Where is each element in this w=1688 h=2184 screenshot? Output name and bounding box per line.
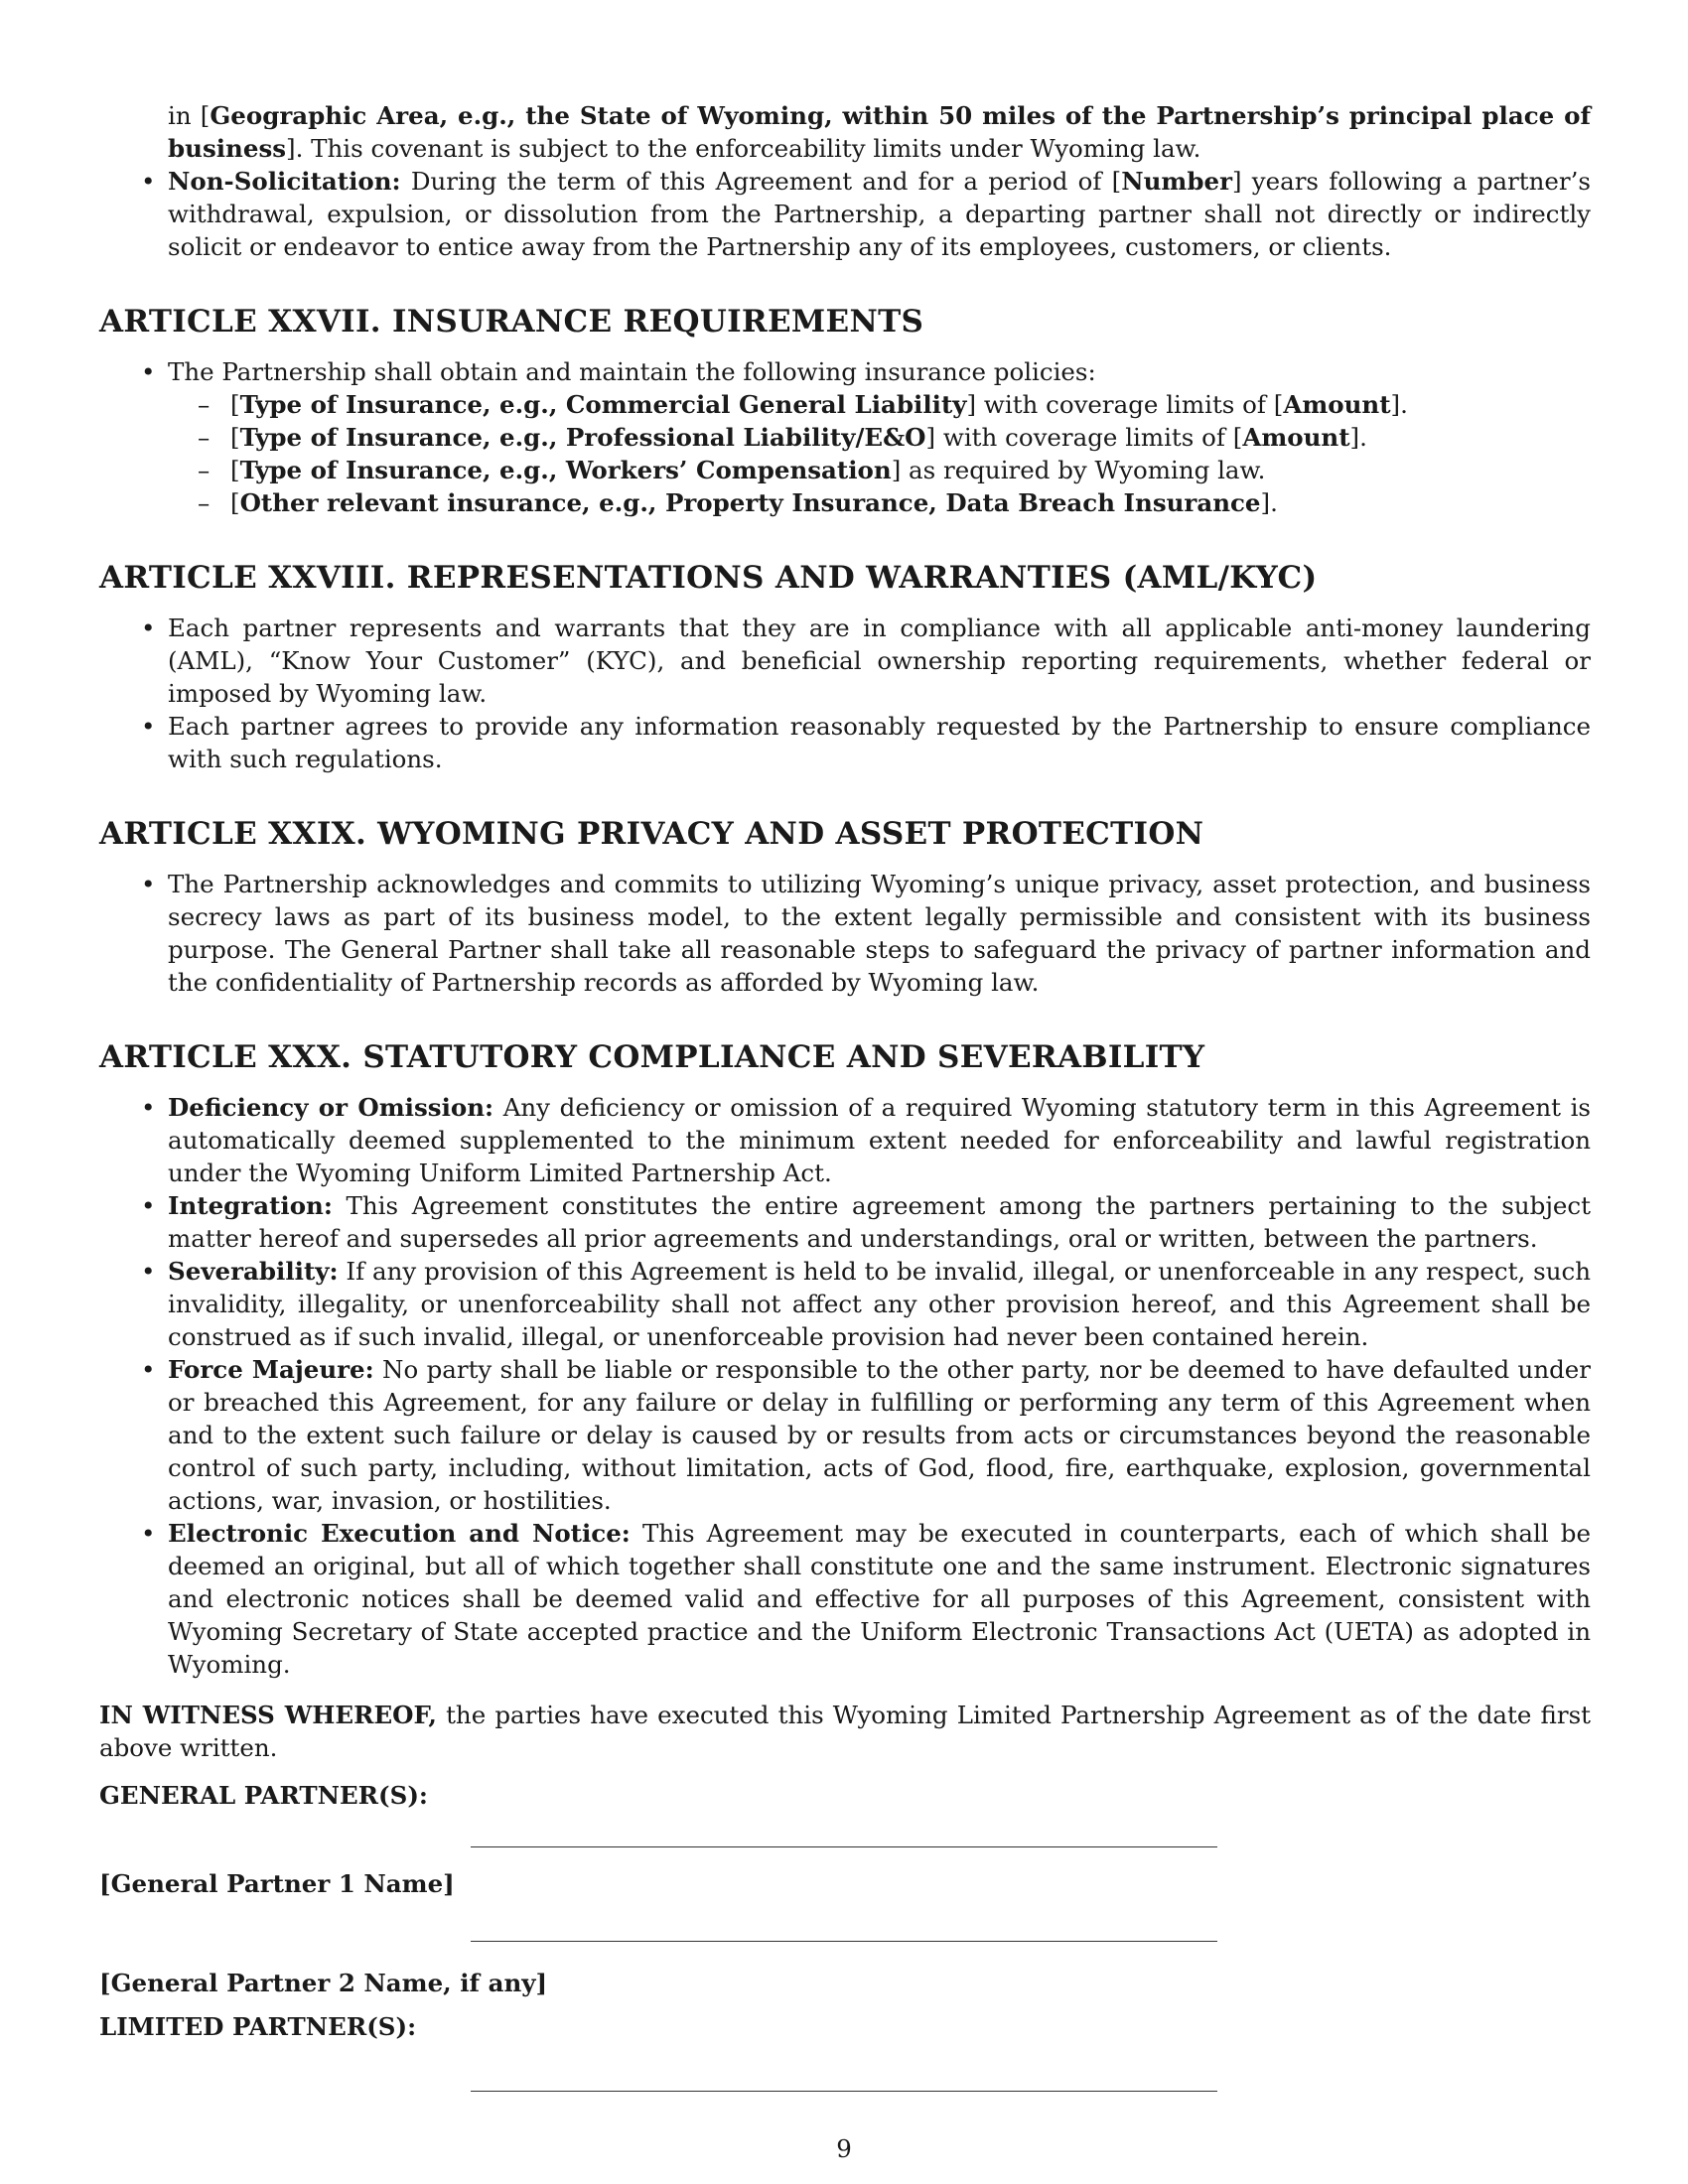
signature-block-gp1 <box>99 1812 1591 1911</box>
general-partner-1-name: [General Partner 1 Name] <box>99 1869 455 1898</box>
insurance-item: – [Other relevant insurance, e.g., Property Insurance, Data Breach Insurance]. <box>168 486 1591 519</box>
insurance-list <box>99 355 1591 519</box>
signature-block-lp <box>99 2043 1591 2103</box>
signature-line <box>471 1941 1217 1942</box>
geographic-area-continuation: in [Geographic Area, e.g., the State of Wyoming, within 50 miles of the Partnership’s principal place of business]. This covenant is subject to the enforceability limits under Wyoming law. <box>168 101 1591 163</box>
list-item: • Each partner agrees to provide any information reasonably requested by the Partnership to ensure compliance with such regulations. <box>99 710 1591 775</box>
insurance-item: – [Type of Insurance, e.g., Workers’ Compensation] as required by Wyoming law. <box>168 454 1591 486</box>
statutory-compliance-list <box>99 1091 1591 1681</box>
insurance-policy-list <box>168 388 1591 519</box>
article-28-heading: ARTICLE XXVIII. REPRESENTATIONS AND WARRANTIES (AML/KYC) <box>99 560 1318 596</box>
non-solicitation-clause: • Non-Solicitation: During the term of this Agreement and for a period of [Number] years following a partner’s withdrawal, expulsion, or dissolution from the Partnership, a departing partner shall not directly or indirectly solicit or endeavor to entice away from the Partnership any of its employees, customers, or clients. <box>99 165 1591 263</box>
number-placeholder: Number <box>1121 167 1232 196</box>
general-partner-2-name: [General Partner 2 Name, if any] <box>99 1969 548 1997</box>
list-item: • Force Majeure: No party shall be liable or responsible to the other party, nor be deemed to have defaulted under or breached this Agreement, for any failure or delay in fulfilling or performing any term of this Agreement when and to the extent such failure or delay is caused by or results from acts or circumstances beyond the reasonable control of such party, including, without limitation, acts of God, flood, fire, earthquake, explosion, governmental actions, war, invasion, or hostilities. <box>99 1353 1591 1517</box>
signature-line <box>471 2091 1217 2092</box>
insurance-item: – [Type of Insurance, e.g., Commercial General Liability] with coverage limits of [Amount]. <box>168 388 1591 421</box>
signature-block-gp2 <box>99 1911 1591 2010</box>
page-number: 9 <box>836 2134 852 2163</box>
list-item: • Integration: This Agreement constitutes the entire agreement among the partners pertaining to the subject matter hereof and supersedes all prior agreements and understandings, oral or written, between the partners. <box>99 1189 1591 1255</box>
aml-kyc-list <box>99 612 1591 775</box>
list-item: • Each partner represents and warrants that they are in compliance with all applicable anti-money laundering (AML), “Know Your Customer” (KYC), and beneficial ownership reporting requirements, whether federal or imposed by Wyoming law. <box>99 612 1591 710</box>
list-item: • Electronic Execution and Notice: This Agreement may be executed in counterparts, each of which shall be deemed an original, but all of which together shall constitute one and the same instrument. Electronic signatures and electronic notices shall be deemed valid and effective for all purposes of this Agreement, consistent with Wyoming Secretary of State accepted practice and the Uniform Electronic Transactions Act (UETA) as adopted in Wyoming. <box>99 1517 1591 1681</box>
list-item: • Deficiency or Omission: Any deficiency or omission of a required Wyoming statutory term in this Agreement is automatically deemed supplemented to the minimum extent needed for enforceability and lawful registration under the Wyoming Uniform Limited Partnership Act. <box>99 1091 1591 1189</box>
general-partners-heading: GENERAL PARTNER(S): <box>99 1781 428 1810</box>
non-solicitation-list <box>99 165 1591 263</box>
article-30-heading: ARTICLE XXX. STATUTORY COMPLIANCE AND SEVERABILITY <box>99 1039 1205 1075</box>
limited-partners-heading: LIMITED PARTNER(S): <box>99 2012 417 2041</box>
geographic-area-placeholder: Geographic Area, e.g., the State of Wyoming, within 50 miles of the Partnership’s principal place of business <box>168 101 1591 163</box>
document-page <box>99 99 1591 2103</box>
privacy-list <box>99 868 1591 999</box>
signature-line <box>471 1846 1217 1847</box>
list-item: • The Partnership acknowledges and commits to utilizing Wyoming’s unique privacy, asset protection, and business secrecy laws as part of its business model, to the extent legally permissible and consistent with its business purpose. The General Partner shall take all reasonable steps to safeguard the privacy of partner information and the confidentiality of Partnership records as afforded by Wyoming law. <box>99 868 1591 999</box>
article-27-heading: ARTICLE XXVII. INSURANCE REQUIREMENTS <box>99 304 924 340</box>
article-29-heading: ARTICLE XXIX. WYOMING PRIVACY AND ASSET PROTECTION <box>99 816 1204 852</box>
insurance-item: – [Type of Insurance, e.g., Professional Liability/E&O] with coverage limits of [Amount]. <box>168 421 1591 454</box>
list-item: • Severability: If any provision of this Agreement is held to be invalid, illegal, or unenforceable in any respect, such invalidity, illegality, or unenforceability shall not affect any other provision hereof, and this Agreement shall be construed as if such invalid, illegal, or unenforceable provision had never been contained herein. <box>99 1255 1591 1353</box>
in-witness-whereof: IN WITNESS WHEREOF, the parties have executed this Wyoming Limited Partnership Agreement as of the date first above written. <box>99 1701 1591 1762</box>
insurance-intro: • The Partnership shall obtain and maintain the following insurance policies: – [Type of Insurance, e.g., Commercial General Liability] with coverage limits of [Amount]. – [Type of Insurance, e.g., Professional Liability/E&O] with coverage limits of [Amount]. – [Type of Insurance, e.g., Workers’ Compensation] as required by Wyoming law. – [Other relevant insurance, e.g., Property Insurance, Data Breach Insurance]. <box>99 355 1591 519</box>
